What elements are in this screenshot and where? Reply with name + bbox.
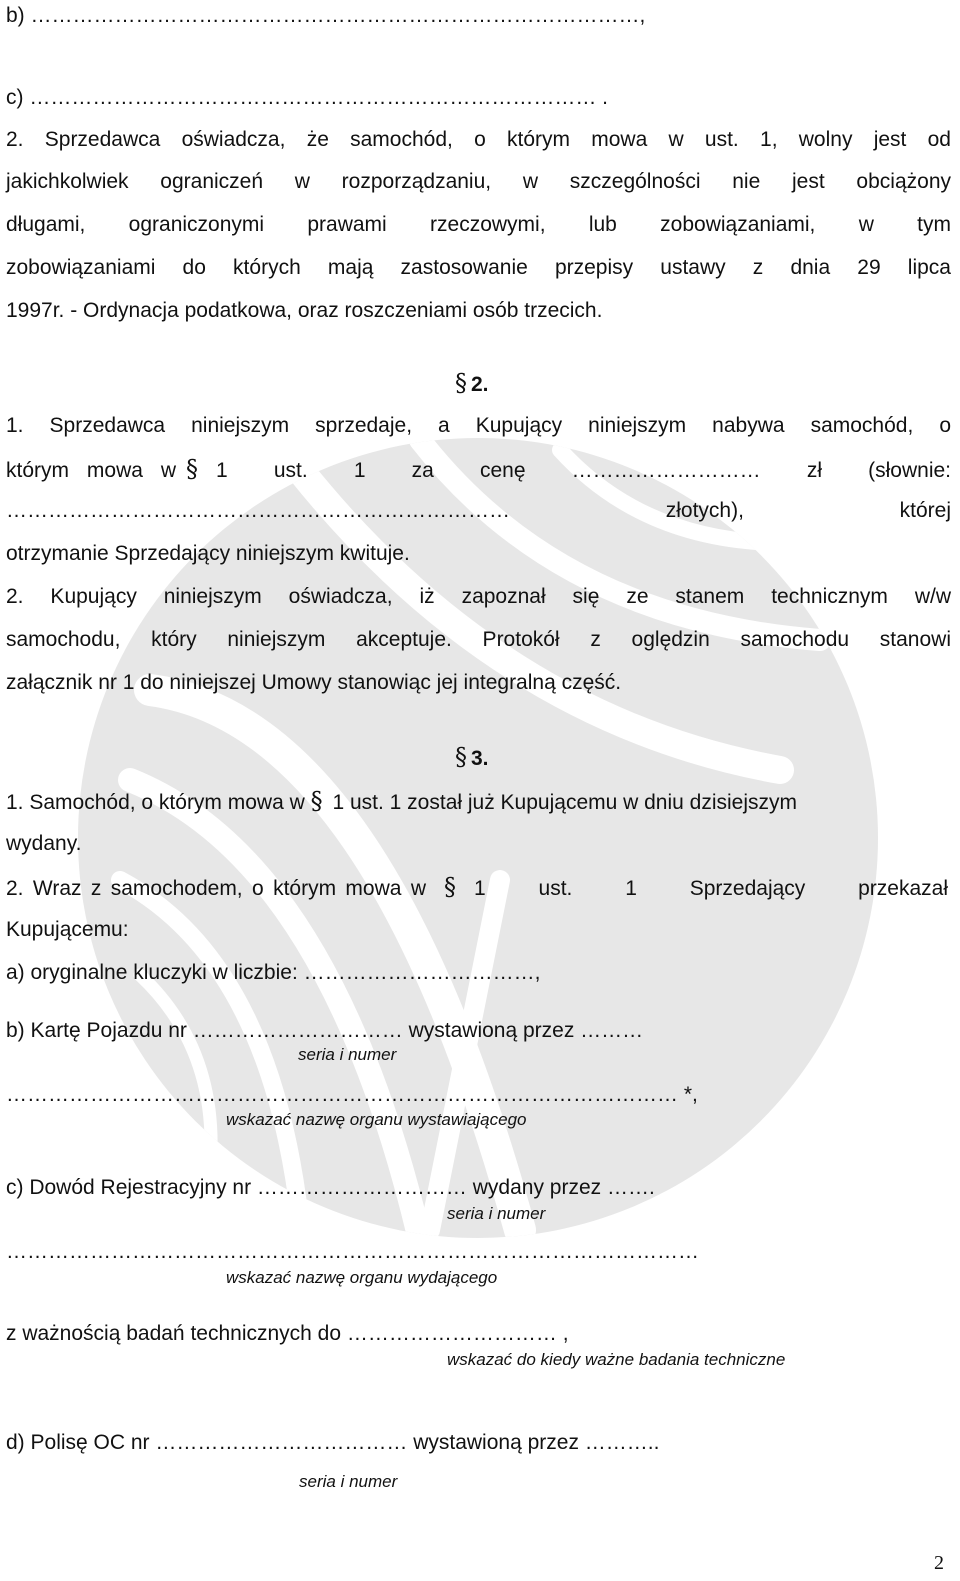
text-line: ……………………………………………………………… złotych), której [6, 499, 951, 522]
text-line: 1997r. - Ordynacja podatkowa, oraz roszczeniami osób trzecich. [6, 299, 603, 322]
text-line: a) oryginalne kluczyki w liczbie: ……………………………, [6, 961, 541, 984]
field-caption: wskazać nazwę organu wystawiającego [226, 1110, 527, 1129]
text-line: wydany. [6, 832, 82, 855]
field-caption: seria i numer [298, 1045, 397, 1064]
text-line [6, 875, 951, 901]
text-fragment: 1 ust. 1 Sprzedający przekazał [474, 877, 948, 900]
text-line: ……………………………………………………………………………………… [6, 1240, 699, 1263]
text-line: Kupującemu: [6, 918, 129, 941]
field-caption: seria i numer [447, 1204, 546, 1223]
field-caption: seria i numer [299, 1472, 398, 1491]
text-fragment: 1 ust. 1 za cenę ……………………… zł (słownie: [216, 459, 951, 482]
section-symbol: § [310, 787, 323, 815]
text-line: b) Kartę Pojazdu nr ………………………… wystawioną przez ……… [6, 1019, 644, 1042]
text-line: 2. Sprzedawca oświadcza, że samochód, o którym mowa w ust. 1, wolny jest od [6, 128, 951, 151]
section-heading [455, 371, 489, 397]
text-fragment: którym mowa w [6, 459, 176, 482]
text-line: jakichkolwiek ograniczeń w rozporządzaniu, w szczególności nie jest obciążony [6, 170, 951, 193]
text-line: d) Polisę OC nr ……………………………… wystawioną przez ……….. [6, 1431, 660, 1454]
page-number: 2 [934, 1552, 944, 1574]
section-number: 3. [471, 747, 489, 770]
text-line [6, 789, 951, 815]
text-fragment: 1 ust. 1 został już Kupującemu w dniu dzisiejszym [332, 791, 798, 814]
section-heading [455, 745, 489, 771]
text-line: 1. Sprzedawca niniejszym sprzedaje, a Kupujący niniejszym nabywa samochód, o [6, 414, 951, 437]
text-line: …………………………………………………………………………………… *, [6, 1083, 698, 1106]
text-line: długami, ograniczonymi prawami rzeczowymi, lub zobowiązaniami, w tym [6, 213, 951, 236]
text-fragment: 1. Samochód, o którym mowa w [6, 791, 305, 814]
text-line: 2. Kupujący niniejszym oświadcza, iż zapoznał się ze stanem technicznym w/w [6, 585, 951, 608]
text-line: c) ……………………………………………………………………… . [6, 86, 608, 109]
text-line: załącznik nr 1 do niniejszej Umowy stanowiąc jej integralną część. [6, 671, 622, 694]
text-line: b) ……………………………………………………………………………, [6, 4, 646, 27]
text-fragment: 2. Wraz z samochodem, o którym mowa w [6, 877, 426, 900]
text-line: otrzymanie Sprzedający niniejszym kwituje. [6, 542, 410, 565]
section-number: 2. [471, 373, 489, 396]
section-symbol: § [186, 455, 198, 483]
section-symbol: § [455, 369, 467, 397]
text-line: zobowiązaniami do których mają zastosowanie przepisy ustawy z dnia 29 lipca [6, 256, 951, 279]
text-line [6, 457, 951, 483]
section-symbol: § [444, 873, 456, 901]
text-line: samochodu, który niniejszym akceptuje. Protokół z oględzin samochodu stanowi [6, 628, 951, 651]
field-caption: wskazać do kiedy ważne badania techniczne [447, 1350, 786, 1369]
text-line: z ważnością badań technicznych do ………………………… , [6, 1322, 569, 1345]
section-symbol: § [455, 743, 467, 771]
text-line: c) Dowód Rejestracyjny nr ………………………… wydany przez ……. [6, 1176, 655, 1199]
field-caption: wskazać nazwę organu wydającego [226, 1268, 498, 1287]
